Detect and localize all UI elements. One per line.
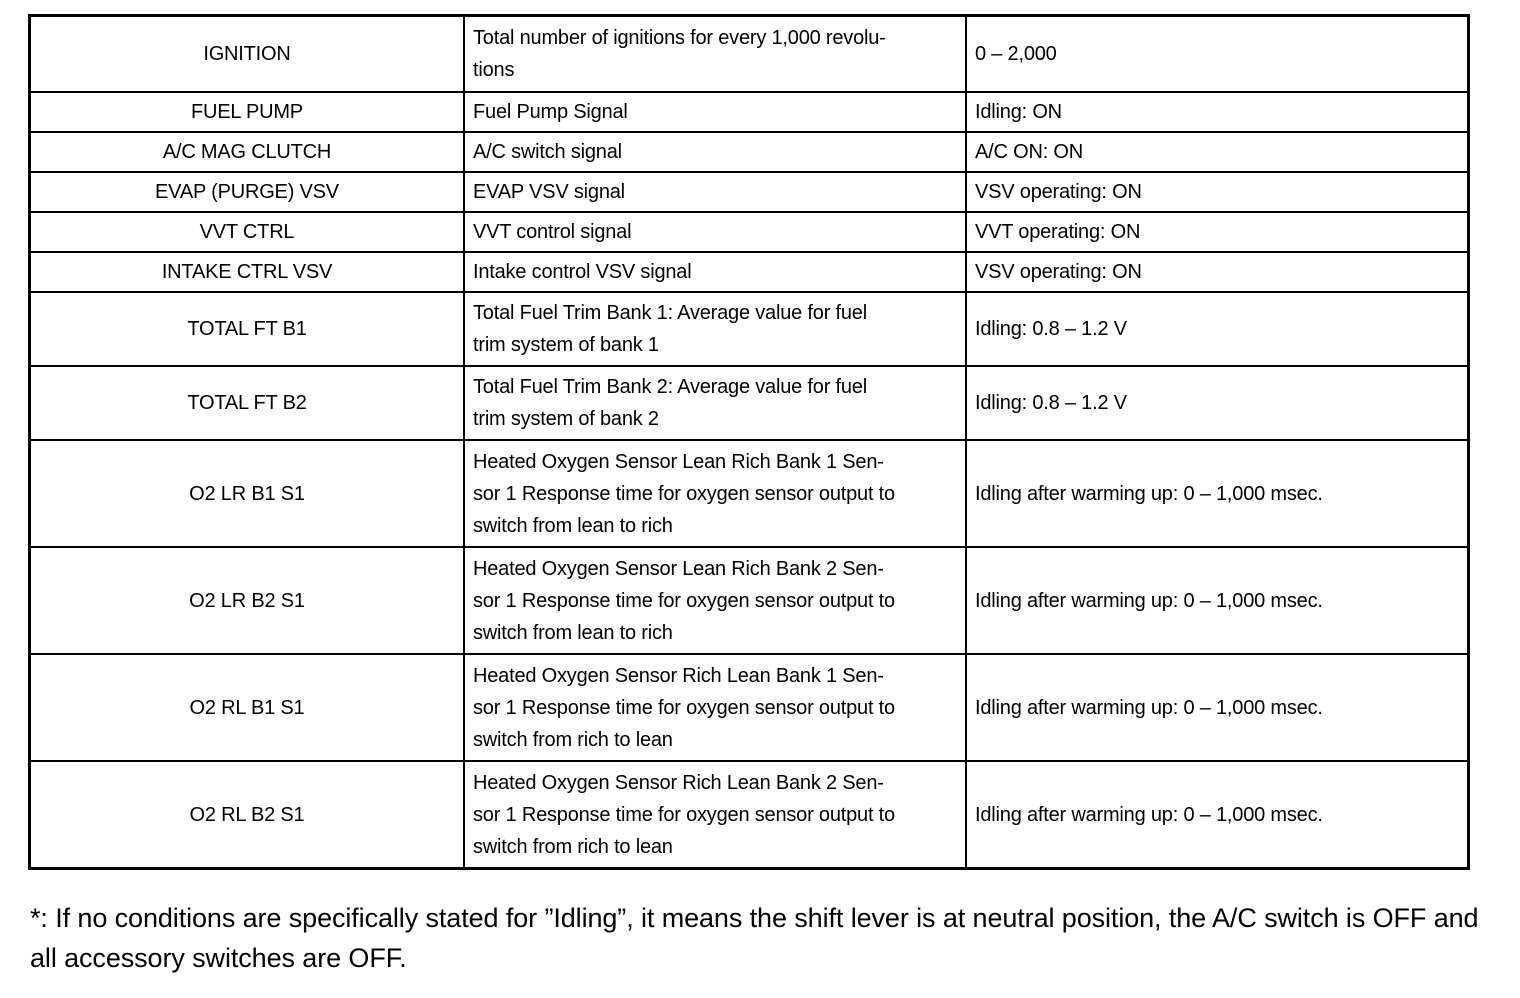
table-row [30, 252, 1469, 292]
item-cell: INTAKE CTRL VSV [30, 252, 465, 292]
table-row [30, 761, 1469, 869]
table-row [30, 212, 1469, 252]
description-cell: VVT control signal [464, 212, 966, 252]
item-cell: EVAP (PURGE) VSV [30, 172, 465, 212]
table-row [30, 366, 1469, 440]
table-row [30, 172, 1469, 212]
description-cell: Total Fuel Trim Bank 1: Average value for fuel trim system of bank 1 [464, 292, 966, 366]
normal-condition-cell: Idling after warming up: 0 – 1,000 msec. [966, 761, 1469, 869]
footnote: *: If no conditions are specifically stated for ”Idling”, it means the shift lever is at neutral position, the A/C switch is OFF and all accessory switches are OFF. [30, 903, 1479, 973]
description-cell: Total Fuel Trim Bank 2: Average value for fuel trim system of bank 2 [464, 366, 966, 440]
item-cell: A/C MAG CLUTCH [30, 132, 465, 172]
item-cell: O2 RL B1 S1 [30, 654, 465, 761]
normal-condition-cell: Idling after warming up: 0 – 1,000 msec. [966, 440, 1469, 547]
normal-condition-cell: Idling: ON [966, 92, 1469, 132]
item-cell: FUEL PUMP [30, 92, 465, 132]
description-cell: Heated Oxygen Sensor Rich Lean Bank 1 Sen- sor 1 Response time for oxygen sensor output to switch from rich to lean [464, 654, 966, 761]
description-cell: Heated Oxygen Sensor Rich Lean Bank 2 Sen- sor 1 Response time for oxygen sensor output to switch from rich to lean [464, 761, 966, 869]
normal-condition-cell: VSV operating: ON [966, 252, 1469, 292]
normal-condition-cell: Idling after warming up: 0 – 1,000 msec. [966, 654, 1469, 761]
item-cell: O2 RL B2 S1 [30, 761, 465, 869]
table-row [30, 292, 1469, 366]
table-row [30, 654, 1469, 761]
description-cell: EVAP VSV signal [464, 172, 966, 212]
normal-condition-cell: A/C ON: ON [966, 132, 1469, 172]
description-cell: Heated Oxygen Sensor Lean Rich Bank 1 Sen- sor 1 Response time for oxygen sensor output to switch from lean to rich [464, 440, 966, 547]
normal-condition-cell: Idling after warming up: 0 – 1,000 msec. [966, 547, 1469, 654]
item-cell: VVT CTRL [30, 212, 465, 252]
normal-condition-cell: VVT operating: ON [966, 212, 1469, 252]
table-row [30, 440, 1469, 547]
description-cell: Intake control VSV signal [464, 252, 966, 292]
normal-condition-cell: Idling: 0.8 – 1.2 V [966, 292, 1469, 366]
table-row [30, 16, 1469, 93]
item-cell: TOTAL FT B1 [30, 292, 465, 366]
table-row [30, 92, 1469, 132]
item-cell: TOTAL FT B2 [30, 366, 465, 440]
normal-condition-cell: 0 – 2,000 [966, 16, 1469, 93]
description-cell: Total number of ignitions for every 1,000 revolu- tions [464, 16, 966, 93]
description-cell: A/C switch signal [464, 132, 966, 172]
table-row [30, 132, 1469, 172]
item-cell: IGNITION [30, 16, 465, 93]
data-list-table [28, 14, 1470, 870]
description-cell: Heated Oxygen Sensor Lean Rich Bank 2 Sen- sor 1 Response time for oxygen sensor output to switch from lean to rich [464, 547, 966, 654]
item-cell: O2 LR B2 S1 [30, 547, 465, 654]
table-row [30, 547, 1469, 654]
normal-condition-cell: Idling: 0.8 – 1.2 V [966, 366, 1469, 440]
description-cell: Fuel Pump Signal [464, 92, 966, 132]
item-cell: O2 LR B1 S1 [30, 440, 465, 547]
normal-condition-cell: VSV operating: ON [966, 172, 1469, 212]
